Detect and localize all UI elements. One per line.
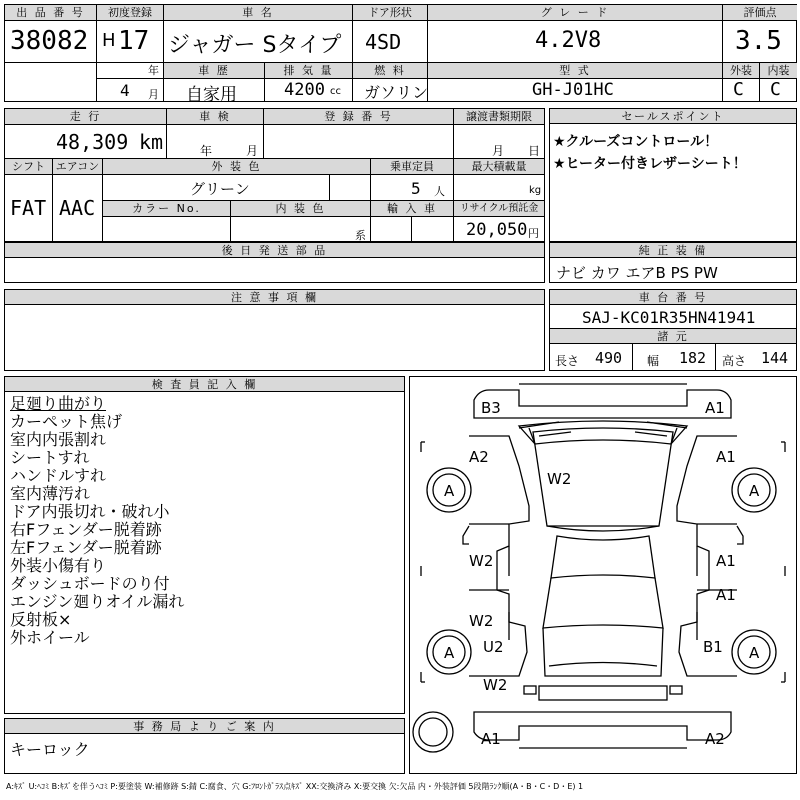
mark-a2-bottom: A2 <box>705 730 725 748</box>
int-label: 内装 <box>760 63 797 78</box>
length: 490 <box>595 349 623 367</box>
inspector-item: ドア内張切れ・破れ小 <box>10 502 170 521</box>
mileage-label: 走 行 <box>5 109 166 124</box>
mark-w2-roof: W2 <box>547 470 572 488</box>
era: H <box>102 30 116 51</box>
grade-label: グ レ ー ド <box>428 5 722 20</box>
color-label: 外 装 色 <box>103 159 370 174</box>
load-unit: kg <box>529 185 542 196</box>
listing-no: 38082 <box>10 26 89 56</box>
inspector-item: 室内薄汚れ <box>10 484 91 503</box>
inspector-item: ダッシュボードのり付 <box>10 574 170 593</box>
width-label: 幅 <box>647 354 660 368</box>
car-diagram <box>409 376 797 774</box>
int-color-label: 内 装 色 <box>231 201 370 216</box>
mileage: 48,309 <box>56 130 129 154</box>
recycle-label: リサイクル預託金 <box>454 201 544 216</box>
displacement: 4200 <box>284 80 325 100</box>
score: 3.5 <box>735 26 782 56</box>
mileage-unit: km <box>139 130 164 154</box>
transfer-month: 月 <box>492 144 505 158</box>
score-label: 評価点 <box>723 5 797 20</box>
inspector-item: ハンドルすれ <box>10 466 107 485</box>
int-score: C <box>770 79 781 100</box>
history: 自家用 <box>186 85 237 105</box>
load-label: 最大積載量 <box>454 159 544 174</box>
capacity-label: 乗車定員 <box>371 159 453 174</box>
inspector-item: カーペット焦げ <box>10 412 123 431</box>
mark-b3: B3 <box>481 399 501 417</box>
capacity-unit: 人 <box>434 185 445 198</box>
later-parts-label: 後 日 発 送 部 品 <box>5 243 544 258</box>
mark-tire-fr: A <box>749 482 760 500</box>
mark-a1-top: A1 <box>705 399 725 417</box>
inspector-item: 右Fフェンダー脱着跡 <box>10 520 162 539</box>
color: グリーン <box>190 180 250 198</box>
inspector-item: エンジン廻りオイル漏れ <box>10 592 185 611</box>
legend: A:ｷｽﾞ U:ﾍｺﾐ B:ｷｽﾞを伴うﾍｺﾐ P:要塗装 W:補修跡 S:錆 C:腐食、穴 G:ﾌﾛﾝﾄｶﾞﾗｽ点ｷｽﾞ XX:交換済み X:要交換 欠:欠品 内・外装評価 5段階ﾗﾝｸ順(A・B・C・D・E) 1 <box>6 782 584 791</box>
inspector-list <box>10 395 184 647</box>
inspector-item: 反射板× <box>10 610 72 629</box>
inspector-item: 足廻り曲がり <box>10 394 107 413</box>
vin: SAJ-KC01R35HN41941 <box>582 308 756 327</box>
reg-year: 17 <box>118 26 150 56</box>
insp-year: 年 <box>200 144 213 158</box>
capacity: 5 <box>411 179 421 198</box>
car-name-label: 車 名 <box>164 5 352 20</box>
shift: FAT <box>10 196 47 220</box>
mark-b1: B1 <box>703 638 723 656</box>
mark-w2-left-door: W2 <box>469 552 494 570</box>
transfer-day: 日 <box>528 144 541 158</box>
plate-label: 登 録 番 号 <box>264 109 453 124</box>
sales-block <box>549 108 797 242</box>
model-label: 型 式 <box>428 63 722 78</box>
inspector-item: 外装小傷有り <box>10 556 107 575</box>
inspection-label: 車 検 <box>167 109 263 124</box>
shift-label: シフト <box>5 159 52 174</box>
year-suffix: 年 <box>148 64 159 77</box>
mark-tire-rl: A <box>444 644 455 662</box>
month-suffix: 月 <box>148 88 159 101</box>
displacement-unit: cc <box>330 86 341 97</box>
import-label: 輸 入 車 <box>371 201 453 216</box>
reg-month: 4 <box>120 81 130 100</box>
ext-label: 外装 <box>723 63 759 78</box>
sales-point-1: ★クルーズコントロール！ <box>553 134 719 150</box>
mark-w2-left-quarter: W2 <box>483 676 508 694</box>
inspector-item: 外ホイール <box>10 628 90 647</box>
fuel-label: 燃 料 <box>353 63 427 78</box>
width: 182 <box>679 349 707 367</box>
mark-tire-fl: A <box>444 482 455 500</box>
fuel: ガソリン <box>364 83 429 102</box>
office-text: キーロック <box>10 740 90 759</box>
ac: AAC <box>59 196 96 220</box>
sales-label: セールスポイント <box>550 109 796 124</box>
color-no-label: カラー No. <box>103 201 230 216</box>
transfer-label: 譲渡書類期限 <box>454 109 544 124</box>
inspector-label: 検 査 員 記 入 欄 <box>5 377 404 392</box>
inspector-item: 左Fフェンダー脱着跡 <box>10 538 162 557</box>
mark-w2-left-rear: W2 <box>469 612 494 630</box>
recycle-unit: 円 <box>528 227 539 240</box>
chassis-label: 車 台 番 号 <box>550 290 796 305</box>
mark-a1-right-door: A1 <box>716 552 736 570</box>
doors-label: ドア形状 <box>353 5 427 20</box>
model: GH-J01HC <box>532 80 614 100</box>
notes-label: 注 意 事 項 欄 <box>5 290 544 305</box>
inspector-item: 室内内張割れ <box>10 430 107 449</box>
height-label: 高さ <box>722 354 747 368</box>
length-label: 長さ <box>555 354 580 368</box>
insp-month: 月 <box>246 144 259 158</box>
mark-u2: U2 <box>483 638 504 656</box>
office-label: 事 務 局 よ り ご 案 内 <box>5 719 404 734</box>
listing-no-label: 出 品 番 号 <box>5 5 96 20</box>
mark-a1-bottom: A1 <box>481 730 501 748</box>
equip-label: 純 正 装 備 <box>550 243 796 258</box>
mark-tire-rr: A <box>749 644 760 662</box>
doors: 4SD <box>365 30 402 54</box>
vehicle-info-block <box>4 108 545 242</box>
mark-a1-right: A1 <box>716 448 736 466</box>
sales-point-2: ★ヒーター付きレザーシート！ <box>553 156 747 172</box>
int-color-suffix: 系 <box>355 229 366 242</box>
equip: ナビ カワ エアB PS PW <box>556 264 718 282</box>
grade: 4.2V8 <box>535 28 602 53</box>
height: 144 <box>761 349 789 367</box>
ac-label: エアコン <box>53 159 102 174</box>
car-name: ジャガー Sタイプ <box>168 33 342 58</box>
spec-label: 諸 元 <box>550 329 796 344</box>
inspector-item: シートすれ <box>10 448 90 467</box>
recycle: 20,050 <box>466 220 528 240</box>
first-reg-label: 初度登録 <box>97 5 163 20</box>
displacement-label: 排 気 量 <box>265 63 352 78</box>
ext-score: C <box>733 79 744 100</box>
mark-a2-left: A2 <box>469 448 489 466</box>
mark-a1-right-rear: A1 <box>716 586 736 604</box>
history-label: 車 歴 <box>164 63 264 78</box>
